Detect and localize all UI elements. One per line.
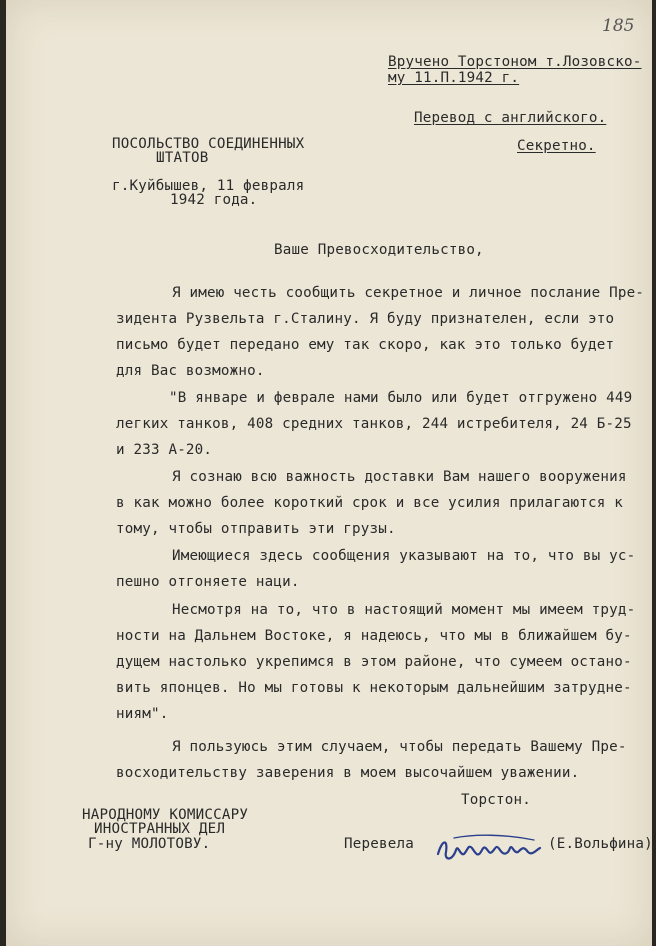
- place-date-line2: 1942 года.: [170, 192, 258, 208]
- body-line: и 233 А-20.: [116, 442, 213, 458]
- body-line: Я пользуюсь этим случаем, чтобы передать Вашему Пре-: [172, 739, 627, 755]
- recipient-line1: НАРОДНОМУ КОМИССАРУ: [82, 807, 249, 823]
- classification-mark: Секретно.: [517, 138, 596, 154]
- body-line: ности на Дальнем Востоке, я надеюсь, что мы в ближайшем бу-: [116, 628, 632, 644]
- body-line: "В январе и феврале нами было или будет отгружено 449: [169, 390, 633, 406]
- body-line: зидента Рузвельта г.Сталину. Я буду признателен, если это: [116, 311, 615, 327]
- body-line: Я сознаю всю важность доставки Вам нашего вооружения: [172, 469, 627, 485]
- recipient-line2: ИНОСТРАННЫХ ДЕЛ: [94, 821, 226, 837]
- body-line: тому, чтобы отправить эти грузы.: [116, 521, 396, 537]
- body-line: письмо будет передано ему так скоро, как это только будет: [116, 337, 615, 353]
- body-line: легких танков, 408 средних танков, 244 истребителя, 24 Б-25: [116, 416, 632, 432]
- body-line: Я имею честь сообщить секретное и личное послание Пре-: [172, 285, 645, 301]
- salutation: Ваше Превосходительство,: [274, 242, 484, 258]
- delivery-note-line2: му 11.П.1942 г.: [388, 70, 520, 86]
- sender-org-line2: ШТАТОВ: [156, 150, 209, 166]
- body-line: Несмотря на то, что в настоящий момент мы имеем труд-: [172, 602, 636, 618]
- archive-page-number: 185: [602, 16, 635, 36]
- recipient-line3: Г-ну МОЛОТОВУ.: [88, 836, 211, 852]
- delivery-note-line1: Вручено Торстоном т.Лозовско-: [388, 54, 642, 70]
- body-line: вить японцев. Но мы готовы к некоторым дальнейшим затрудне-: [116, 680, 632, 696]
- translation-note: Перевод с английского.: [414, 110, 607, 126]
- body-line: ниям".: [116, 706, 169, 722]
- body-line: восходительству заверения в моем высочайшем уважении.: [116, 765, 580, 781]
- place-date-line1: г.Куйбышев, 11 февраля: [112, 178, 305, 194]
- body-line: для Вас возможно.: [116, 363, 265, 379]
- body-line: дущем настолько укрепимся в этом районе, что сумеем остано-: [116, 654, 632, 670]
- sender-signature-name: Торстон.: [461, 792, 531, 808]
- translator-name: (Е.Вольфина): [548, 836, 653, 852]
- document-page: [6, 0, 652, 946]
- translator-label: Перевела: [344, 836, 414, 852]
- body-line: в как можно более короткий срок и все усилия прилагаются к: [116, 495, 624, 511]
- sender-org-line1: ПОСОЛЬСТВО СОЕДИНЕННЫХ: [112, 136, 305, 152]
- body-line: пешно отгоняете наци.: [116, 574, 300, 590]
- body-line: Имеющиеся здесь сообщения указывают на то, что вы ус-: [172, 548, 636, 564]
- handwritten-signature: [434, 830, 546, 870]
